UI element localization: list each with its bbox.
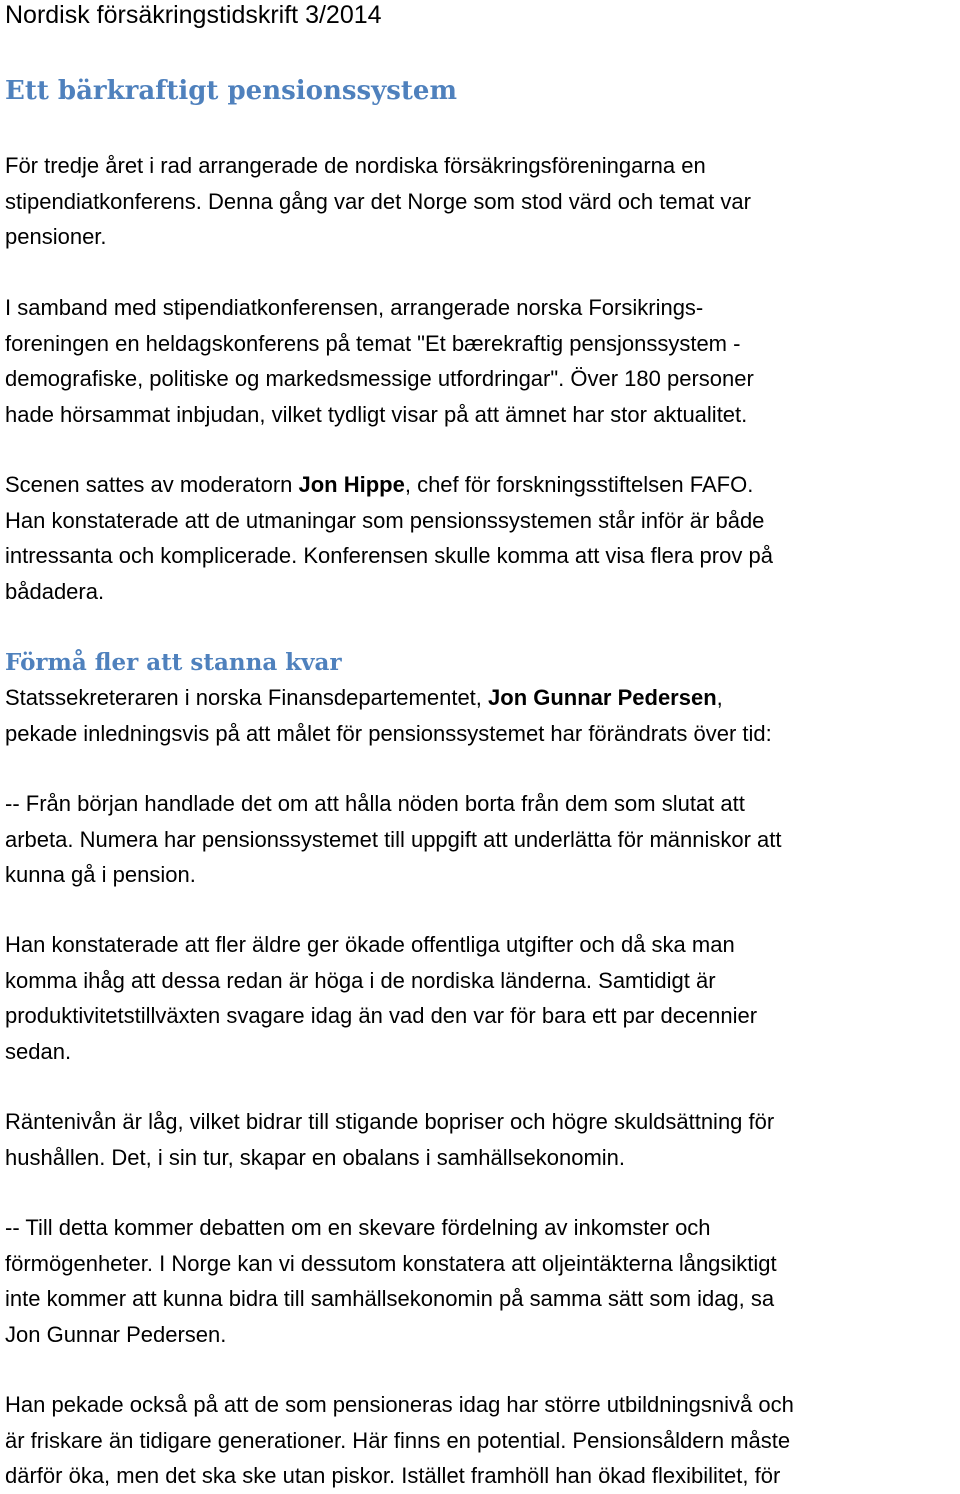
text-line: bådadera. (5, 578, 105, 604)
text-line: Han konstaterade att de utmaningar som pensionssystemen står inför är både (5, 507, 765, 533)
text-line: inte kommer att kunna bidra till samhällsekonomin på samma sätt som idag, sa (5, 1286, 775, 1311)
text-segment: Scenen sattes av moderatorn (5, 472, 299, 497)
text-line: är friskare än tidigare generationer. Här finns en potential. Pensionsåldern måste (5, 1427, 791, 1453)
text-line: -- Till detta kommer debatten om en skevare fördelning av inkomster och (5, 1215, 711, 1240)
paragraph-interest (5, 1104, 774, 1175)
text-line: sedan. (5, 1038, 72, 1064)
paragraph-state-secretary (5, 680, 772, 751)
text-line: pekade inledningsvis på att målet för pensionssystemet har förändrats över tid: (5, 720, 772, 746)
text-line: Räntenivån är låg, vilket bidrar till stigande bopriser och högre skuldsättning för (5, 1109, 775, 1134)
paragraph-conference (5, 290, 754, 432)
text-line: -- Från början handlade det om att hålla nöden borta från dem som slutat att (5, 791, 745, 816)
text-line: komma ihåg att dessa redan är höga i de nordiska länderna. Samtidigt är (5, 967, 716, 993)
paragraph-quote-2 (5, 1210, 777, 1352)
paragraph-quote-1 (5, 786, 782, 893)
text-line: stipendiatkonferens. Denna gång var det Norge som stod värd och temat var (5, 188, 751, 214)
text-line: pensioner. (5, 224, 107, 249)
text-line: produktivitetstillväxten svagare idag än vad den var för bara ett par decennier (5, 1003, 758, 1028)
journal-title: Nordisk försäkringstidskrift 3/2014 (5, 1, 382, 29)
text-line: Han konstaterade att fler äldre ger ökade offentliga utgifter och då ska man (5, 932, 735, 957)
text-line: förmögenheter. I Norge kan vi dessutom konstatera att oljeintäkterna långsiktigt (5, 1250, 777, 1276)
text-line (5, 467, 773, 503)
text-line: Han pekade också på att de som pensioneras idag har större utbildningsnivå och (5, 1392, 794, 1417)
text-line: kunna gå i pension. (5, 862, 196, 887)
text-segment: , (716, 685, 723, 710)
text-line: I samband med stipendiatkonferensen, arrangerade norska Forsikrings- (5, 295, 704, 320)
paragraph-retirement-age (5, 1387, 794, 1494)
text-line: hushållen. Det, i sin tur, skapar en obalans i samhällsekonomin. (5, 1144, 626, 1170)
section-heading: Förmå fler att stanna kvar (5, 649, 342, 676)
text-line: demografiske, politiske og markedsmessige utfordringar". Över 180 personer (5, 366, 754, 391)
paragraph-intro (5, 148, 751, 255)
person-name: Jon Gunnar Pedersen (488, 685, 717, 710)
text-line: därför öka, men det ska ske utan piskor. Istället framhöll han ökad flexibilitet, för (5, 1463, 781, 1488)
text-segment: Statssekreteraren i norska Finansdepartementet, (5, 685, 489, 710)
person-name: Jon Hippe (298, 472, 405, 497)
text-segment: , chef för forskningsstiftelsen FAFO. (404, 472, 754, 497)
text-line: hade hörsammat inbjudan, vilket tydligt visar på att ämnet har stor aktualitet. (5, 401, 748, 427)
text-line: foreningen en heldagskonferens på temat "Et bærekraftig pensjonssystem - (5, 330, 741, 356)
article-title: Ett bärkraftigt pensionssystem (5, 76, 457, 106)
text-line: intressanta och komplicerade. Konferensen skulle komma att visa flera prov på (5, 543, 773, 568)
paragraph-expenses (5, 927, 757, 1069)
text-line: För tredje året i rad arrangerade de nordiska försäkringsföreningarna en (5, 153, 706, 178)
paragraph-moderator (5, 467, 773, 609)
text-line: arbeta. Numera har pensionssystemet till uppgift att underlätta för människor att (5, 826, 782, 852)
text-line: Jon Gunnar Pedersen. (5, 1321, 227, 1347)
text-line (5, 680, 772, 716)
